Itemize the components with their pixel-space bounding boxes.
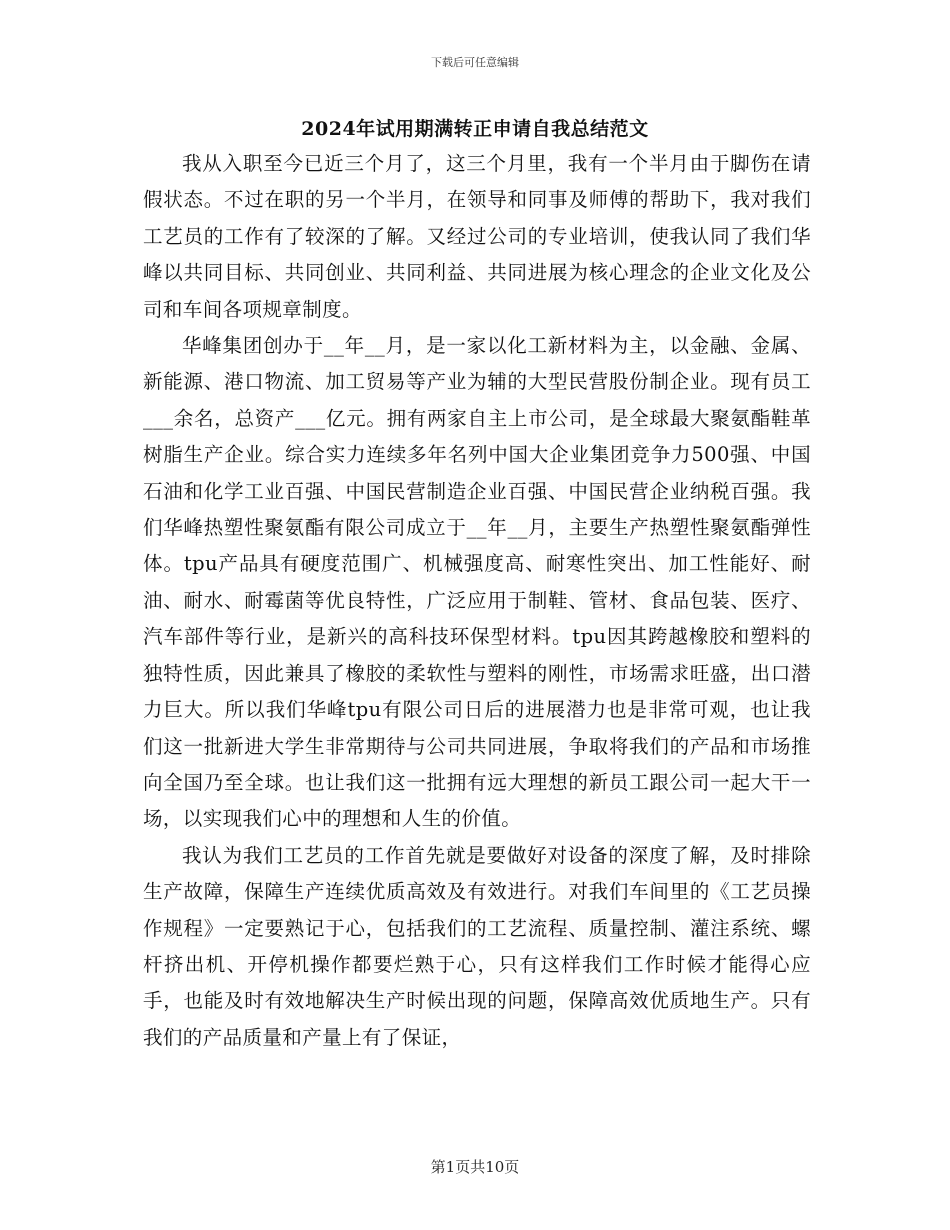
paragraph-work: 我认为我们工艺员的工作首先就是要做好对设备的深度了解，及时排除生产故障，保障生产连续优质高效及有效进行。对我们车间里的《工艺员操作规程》一定要熟记于心，包括我们的工艺流程、质量控制、灌注系统、螺杆挤出机、开停机操作都要烂熟于心，只有这样我们工作时候才能得心应手，也能及时有效地解决生产时候出现的问题，保障高效优质地生产。只有我们的产品质量和产量上有了保证，: [143, 843, 811, 1049]
document-title: 2024年试用期满转正申请自我总结范文: [301, 118, 649, 140]
page-footer: 第1页共10页: [430, 1158, 520, 1176]
paragraph-company: 华峰集团创办于__年__月，是一家以化工新材料为主，以金融、金属、新能源、港口物流、加工贸易等产业为辅的大型民营股份制企业。现有员工___余名，总资产___亿元。拥有两家自主上市公司，是全球最大聚氨酯鞋革树脂生产企业。综合实力连续多年名列中国大企业集团竞争力500强、中国石油和化学工业百强、中国民营制造企业百强、中国民营企业纳税百强。我们华峰热塑性聚氨酯有限公司成立于__年__月，主要生产热塑性聚氨酯弹性体。tpu产品具有硬度范围广、机械强度高、耐寒性突出、加工性能好、耐油、耐水、耐霉菌等优良特性，广泛应用于制鞋、管材、食品包装、医疗、汽车部件等行业，是新兴的高科技环保型材料。tpu因其跨越橡胶和塑料的独特性质，因此兼具了橡胶的柔软性与塑料的刚性，市场需求旺盛，出口潜力巨大。所以我们华峰tpu有限公司日后的进展潜力也是非常可观，也让我们这一批新进大学生非常期待与公司共同进展，争取将我们的产品和市场推向全国乃至全球。也让我们这一批拥有远大理想的新员工跟公司一起大干一场，以实现我们心中的理想和人生的价值。: [143, 334, 811, 831]
header-note: 下载后可任意编辑: [431, 56, 519, 69]
paragraph-intro: 我从入职至今已近三个月了，这三个月里，我有一个半月由于脚伤在请假状态。不过在职的另一个半月，在领导和同事及师傅的帮助下，我对我们工艺员的工作有了较深的了解。又经过公司的专业培训，使我认同了我们华峰以共同目标、共同创业、共同利益、共同进展为核心理念的企业文化及公司和车间各项规章制度。: [143, 152, 811, 321]
document-body: [143, 146, 811, 1056]
